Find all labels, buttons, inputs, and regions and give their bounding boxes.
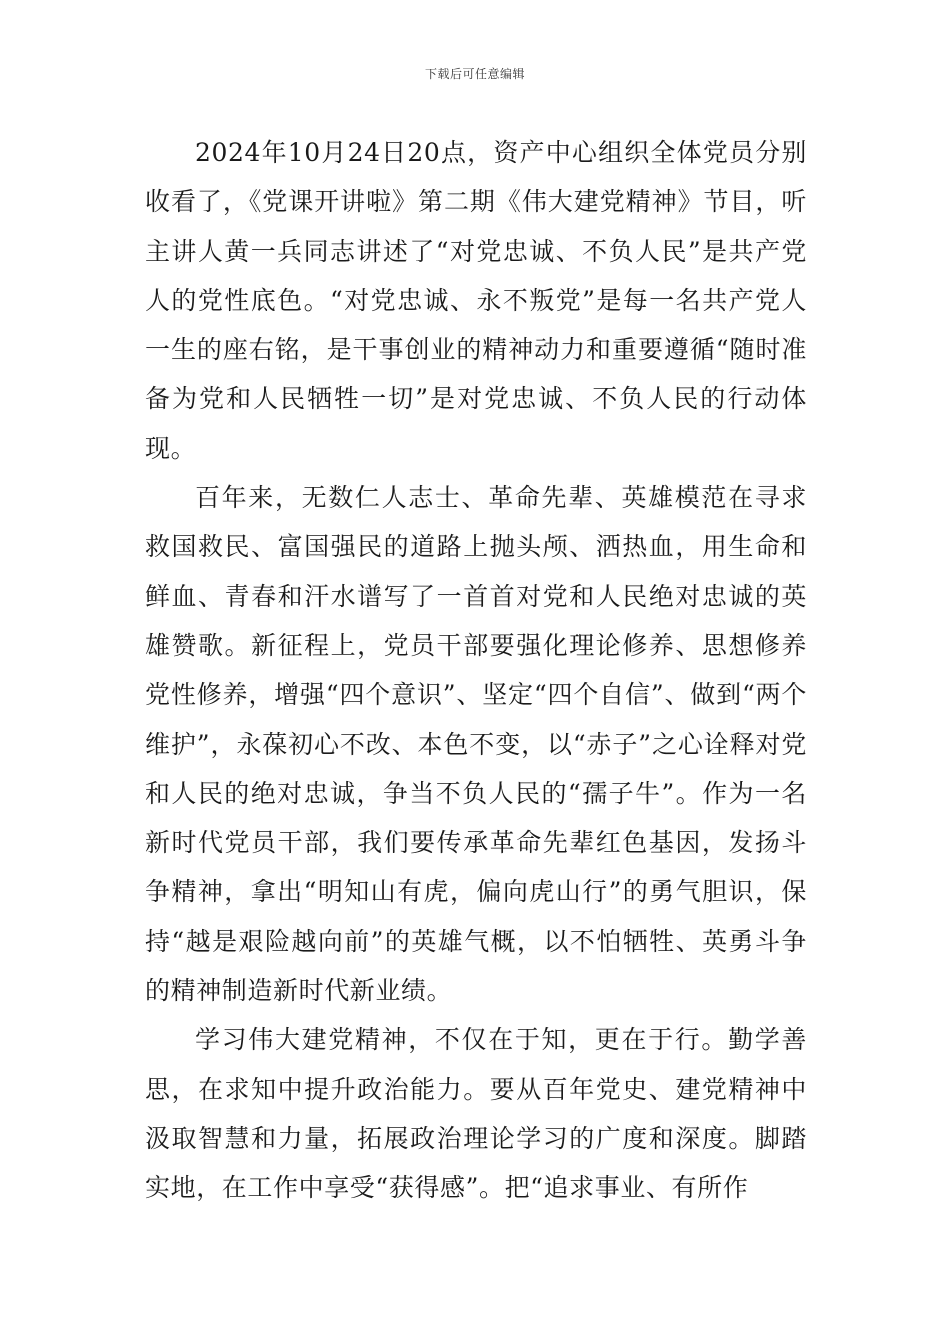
- document-body: [145, 128, 807, 1213]
- paragraph-1: 2024年10月24日20点，资产中心组织全体党员分别收看了，《党课开讲啦》第二期《伟大建党精神》节目，听主讲人黄一兵同志讲述了“对党忠诚、不负人民”是共产党人的党性底色。“对党忠诚、永不叛党”是每一名共产党人一生的座右铭，是干事创业的精神动力和重要遵循“随时准备为党和人民牺牲一切”是对党忠诚、不负人民的行动体现。: [145, 138, 807, 463]
- header-note: 下载后可任意编辑: [424, 67, 525, 81]
- paragraph-3: 学习伟大建党精神，不仅在于知，更在于行。勤学善思，在求知中提升政治能力。要从百年党史、建党精神中汲取智慧和力量，拓展政治理论学习的广度和深度。脚踏实地，在工作中享受“获得感”。把“追求事业、有所作: [145, 1025, 807, 1203]
- paragraph-2: 百年来，无数仁人志士、革命先辈、英雄模范在寻求救国救民、富国强民的道路上抛头颅、洒热血，用生命和鲜血、青春和汗水谱写了一首首对党和人民绝对忠诚的英雄赞歌。新征程上，党员干部要强化理论修养、思想修养党性修养，增强“四个意识”、坚定“四个自信”、做到“两个维护”，永葆初心不改、本色不变，以“赤子”之心诠释对党和人民的绝对忠诚，争当不负人民的“孺子牛”。作为一名新时代党员干部，我们要传承革命先辈红色基因，发扬斗争精神，拿出“明知山有虎，偏向虎山行”的勇气胆识，保持“越是艰险越向前”的英雄气概，以不怕牺牲、英勇斗争的精神制造新时代新业绩。: [145, 483, 807, 1006]
